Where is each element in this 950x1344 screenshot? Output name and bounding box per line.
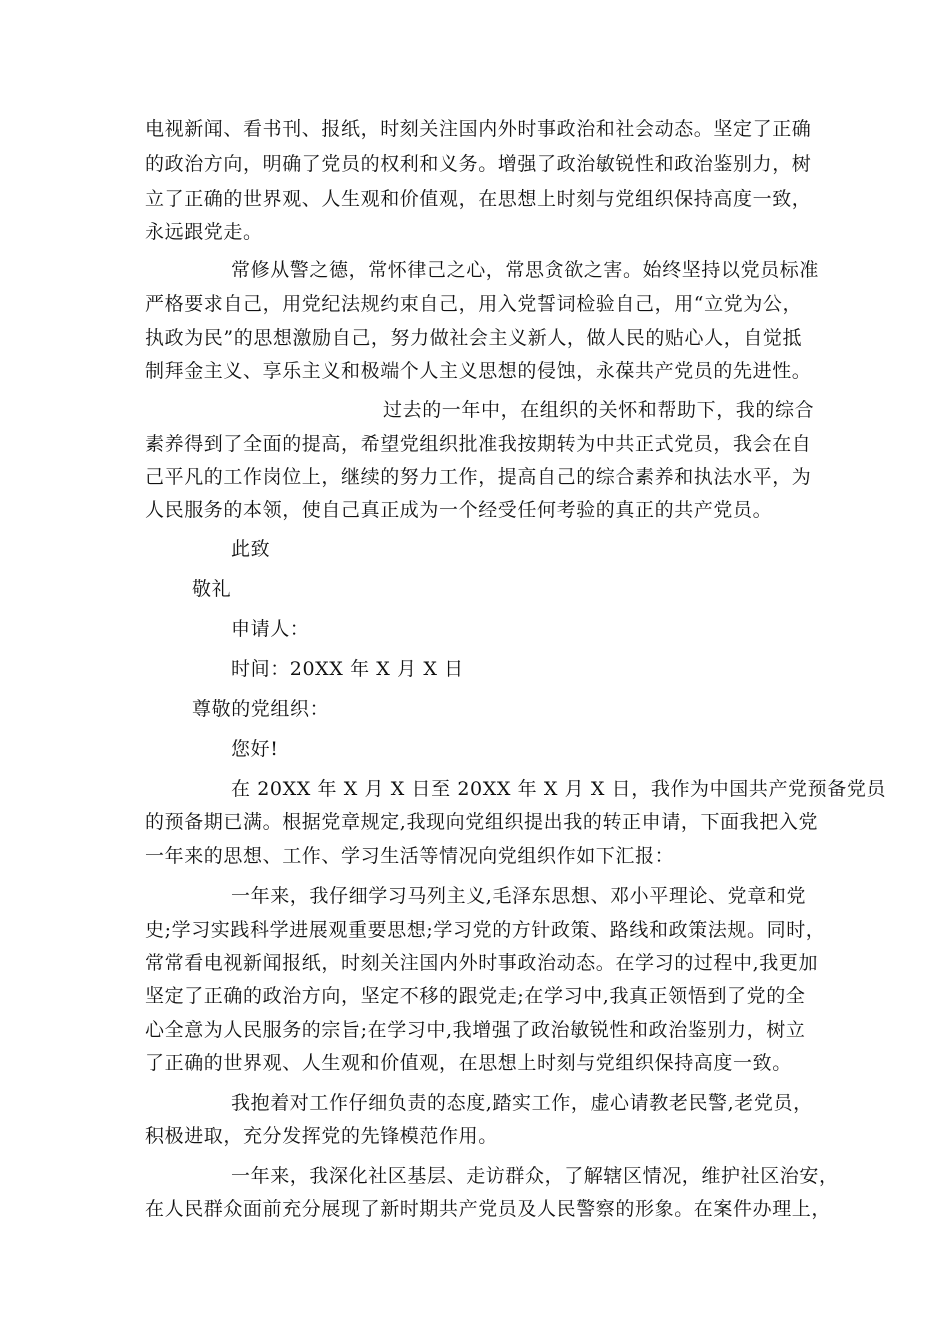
text-line: 执政为民”的思想激励自己，努力做社会主义新人，做人民的贴心人，自觉抵 <box>145 327 803 349</box>
text-line: 严格要求自己，用党纪法规约束自己，用入党誓词检验自己，用“立党为公， <box>145 293 803 315</box>
text-line: 在人民群众面前充分展现了新时期共产党员及人民警察的形象。在案件办理上， <box>145 1198 832 1220</box>
text-line: 素养得到了全面的提高，希望党组织批准我按期转为中共正式党员，我会在自 <box>145 433 812 455</box>
text-line: 己平凡的工作岗位上，继续的努力工作，提高自己的综合素养和执法水平，为 <box>145 466 812 488</box>
text-line: 永远跟党走。 <box>145 221 263 243</box>
text-line: 了正确的世界观、人生观和价值观，在思想上时刻与党组织保持高度一致。 <box>145 1052 792 1074</box>
closing-line: 此致 <box>231 538 271 560</box>
text-line: 史;学习实践科学进展观重要思想;学习党的方针政策、路线和政策法规。同时， <box>145 919 826 941</box>
text-line: 心全意为人民服务的宗旨;在学习中,我增强了政治敏锐性和政治鉴别力，树立 <box>145 1019 806 1041</box>
text-line: 坚定了正确的政治方向，坚定不移的跟党走;在学习中,我真正领悟到了党的全 <box>145 985 806 1007</box>
text-line: 的预备期已满。根据党章规定,我现向党组织提出我的转正申请，下面我把入党 <box>145 811 819 833</box>
text-line: 一年来的思想、工作、学习生活等情况向党组织作如下汇报： <box>145 845 675 867</box>
closing-line: 敬礼 <box>192 578 232 600</box>
text-line: 一年来，我仔细学习马列主义,毛泽东思想、邓小平理论、党章和党 <box>231 885 807 907</box>
greeting: 您好! <box>231 738 279 760</box>
text-line: 一年来，我深化社区基层、走访群众，了解辖区情况，维护社区治安， <box>231 1165 839 1187</box>
text-line: 积极进取，充分发挥党的先锋模范作用。 <box>145 1125 498 1147</box>
text-line: 立了正确的世界观、人生观和价值观，在思想上时刻与党组织保持高度一致， <box>145 188 812 210</box>
date-line: 时间：20XX 年 X 月 X 日 <box>231 658 464 680</box>
text-line: 人民服务的本领，使自己真正成为一个经受任何考验的真正的共产党员。 <box>145 499 773 521</box>
text-line: 制拜金主义、享乐主义和极端个人主义思想的侵蚀，永葆共产党员的先进性。 <box>145 360 812 382</box>
text-line: 的政治方向，明确了党员的权利和义务。增强了政治敏锐性和政治鉴别力，树 <box>145 153 812 175</box>
text-line: 过去的一年中，在组织的关怀和帮助下，我的综合 <box>383 399 815 421</box>
text-line: 常修从警之德，常怀律己之心，常思贪欲之害。始终坚持以党员标准 <box>231 259 820 281</box>
salutation: 尊敬的党组织： <box>192 698 330 720</box>
text-line: 电视新闻、看书刊、报纸，时刻关注国内外时事政治和社会动态。坚定了正确 <box>145 118 812 140</box>
text-line: 常常看电视新闻报纸，时刻关注国内外时事政治动态。在学习的过程中,我更加 <box>145 952 819 974</box>
applicant-line: 申请人： <box>231 618 310 640</box>
text-line: 在 20XX 年 X 月 X 日至 20XX 年 X 月 X 日，我作为中国共产党预备党员 <box>231 778 887 800</box>
text-line: 我抱着对工作仔细负责的态度,踏实工作，虚心请教老民警,老党员， <box>231 1092 813 1114</box>
